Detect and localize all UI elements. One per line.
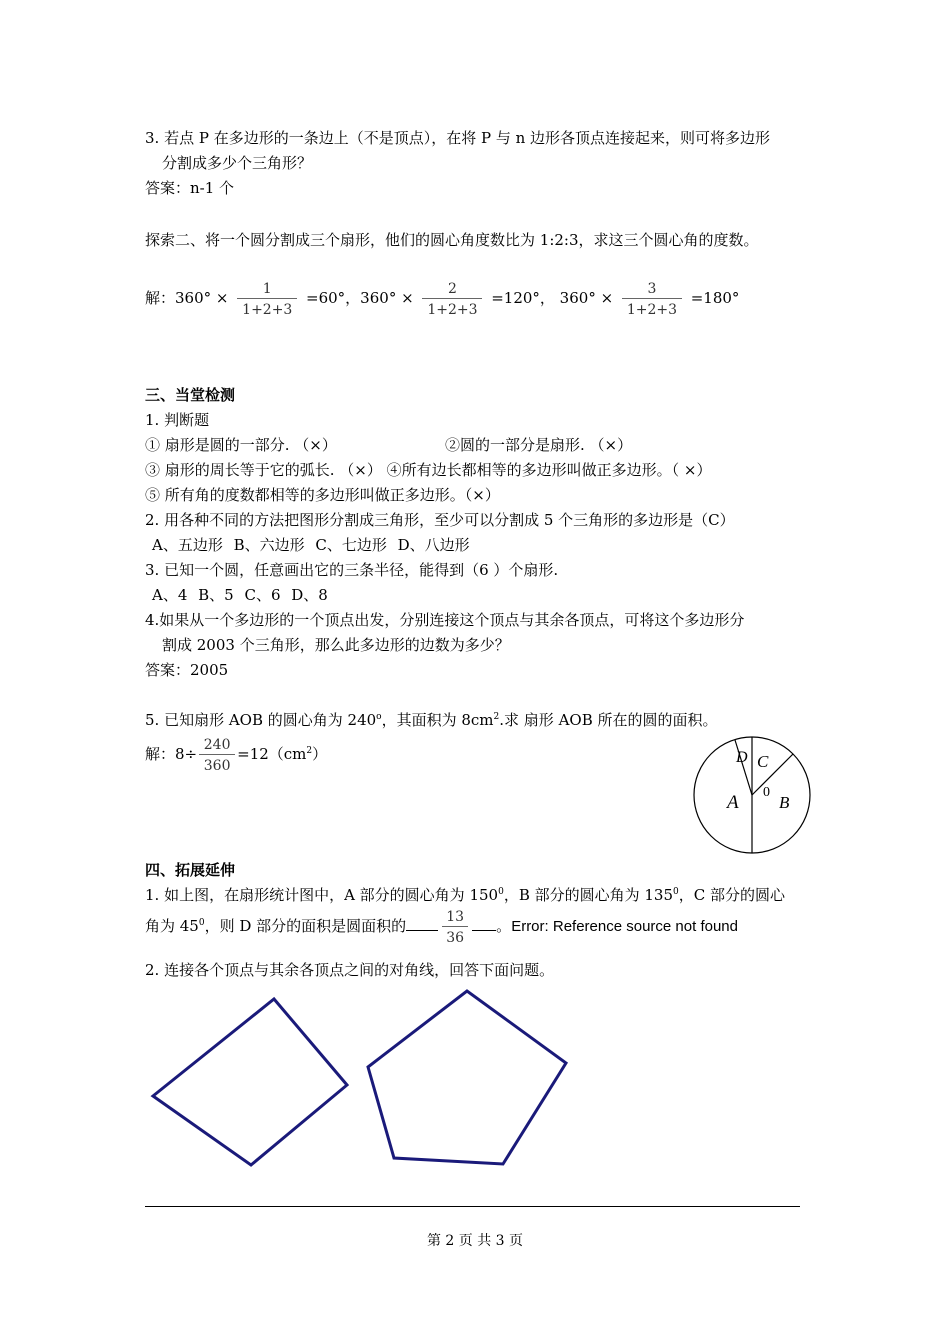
section4-title: 四、拓展延伸	[145, 861, 236, 879]
s4-q1-fraction-den: 36	[442, 926, 468, 947]
q5-fraction-num: 240	[203, 736, 231, 753]
judge-item-3-4: ③ 扇形的周长等于它的弧长. （×） ④所有边长都相等的多边形叫做正多边形。（ ×）	[145, 461, 712, 479]
q2-options: A、五边形 B、六边形 C、七边形 D、八边形	[152, 536, 470, 554]
q4-line2: 割成 2003 个三角形，那么此多边形的边数为多少？	[162, 636, 510, 654]
s4-q2-text: 2. 连接各个顶点与其余各顶点之间的对角线，回答下面问题。	[145, 961, 555, 979]
footer-rule	[145, 1206, 800, 1207]
q4-line1: 4.如果从一个多边形的一个顶点出发，分别连接这个顶点与其余各顶点，可将这个多边形分	[145, 611, 745, 629]
sol-res3: =180°	[690, 289, 740, 307]
fraction-3-den: 1+2+3	[622, 298, 682, 319]
q3-line2: 分割成多少个三角形？	[162, 154, 313, 172]
s4-q1-sup1: 0	[498, 887, 504, 897]
page-number: 第 2 页 共 3 页	[426, 1233, 524, 1249]
pie-label-d: D	[736, 749, 748, 766]
q5-sq: 2	[493, 712, 500, 722]
s4-q1-l1a: 1. 如上图，在扇形统计图中，A 部分的圆心角为 150	[145, 886, 499, 904]
q5-fraction-den: 360	[199, 754, 235, 775]
s4-q1-l1c: ，C 部分的圆心	[678, 886, 786, 904]
s4-q1-l2c: 。	[496, 917, 512, 935]
q5-b: ，其面积为 8cm	[381, 711, 494, 729]
sol-prefix: 解：360° ×	[145, 289, 229, 307]
fraction-2-den: 1+2+3	[422, 298, 482, 319]
judge-item-5: ⑤ 所有角的度数都相等的多边形叫做正多边形。（×）	[145, 486, 500, 504]
q3-answer: 答案：n-1 个	[145, 179, 235, 197]
reference-error: Error: Reference source not found	[511, 918, 738, 935]
pentagon-shape	[368, 991, 566, 1164]
fraction-1-den: 1+2+3	[237, 298, 297, 319]
q5-deg: o	[376, 712, 382, 722]
s4-q1-l2a: 角为 45	[145, 917, 199, 935]
quadrilateral-shape	[153, 999, 347, 1165]
q5-a: 5. 已知扇形 AOB 的圆心角为 240	[145, 711, 377, 729]
fraction-3-num: 3	[647, 280, 657, 297]
q5-c: .求 扇形 AOB 所在的圆的面积。	[499, 711, 718, 729]
pie-label-b: B	[779, 793, 790, 812]
pie-label-c: C	[757, 752, 769, 771]
pie-label-a: A	[727, 792, 739, 813]
q5-res-end: ）	[312, 745, 328, 763]
fraction-1-num: 1	[262, 280, 272, 297]
explore2-text: 探索二、将一个圆分割成三个扇形，他们的圆心角度数比为 1:2:3，求这三个圆心角的度数。	[145, 231, 759, 249]
judge-item-1: ① 扇形是圆的一部分. （×）	[145, 436, 337, 454]
q5-sol-prefix: 解：8÷	[145, 745, 198, 763]
pie-chart	[694, 737, 810, 853]
judge-title: 1. 判断题	[145, 411, 210, 429]
q3-check-options: A、4 B、5 C、6 D、8	[152, 586, 328, 604]
s4-q1-sup3: 0	[198, 918, 205, 928]
fraction-2-num: 2	[447, 280, 457, 297]
s4-q1-l2b: ，则 D 部分的面积是圆面积的	[204, 917, 407, 935]
q4-answer: 答案：2005	[145, 661, 229, 679]
judge-item-2: ②圆的一部分是扇形. （×）	[445, 436, 633, 454]
q3-line1: 3. 若点 P 在多边形的一条边上（不是顶点），在将 P 与 n 边形各顶点连接起来，则可将多边形	[145, 129, 771, 147]
section3-title: 三、当堂检测	[145, 386, 236, 404]
q2-text: 2. 用各种不同的方法把图形分割成三角形，至少可以分割成 5 个三角形的多边形是（C）	[145, 511, 735, 529]
sol-res1: =60°，360° ×	[306, 289, 414, 307]
sol-res2: =120°， 360° ×	[491, 289, 614, 307]
s4-q1-fraction-num: 13	[446, 908, 465, 925]
q5-res-sq: 2	[306, 746, 313, 756]
s4-q1-l1b: ，B 部分的圆心角为 135	[503, 886, 674, 904]
s4-q1-sup2: 0	[673, 887, 679, 897]
pie-label-o: 0	[763, 785, 770, 800]
q3-check-text: 3. 已知一个圆，任意画出它的三条半径，能得到（6 ）个扇形.	[145, 561, 559, 579]
q5-res: =12（cm	[237, 745, 307, 763]
